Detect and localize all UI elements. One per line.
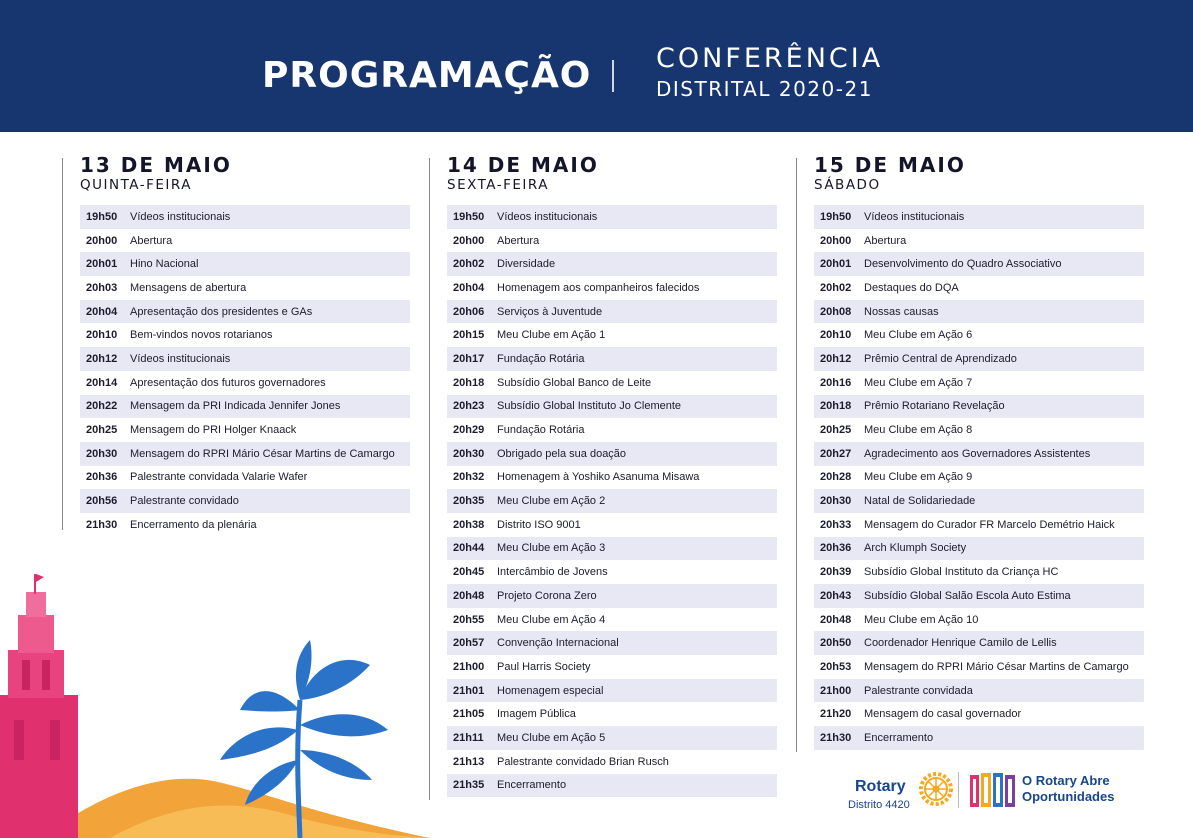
schedule-time: 20h23 [453,400,485,413]
schedule-row [447,560,777,584]
schedule-row [447,655,777,679]
schedule-time: 20h48 [820,613,852,626]
schedule-row [80,442,410,466]
schedule-activity: Paul Harris Society [497,660,591,673]
day-date: 15 DE MAIO [814,153,966,177]
schedule-time: 20h27 [820,447,852,460]
schedule-time: 20h01 [86,258,118,271]
schedule-activity: Nossas causas [864,305,939,318]
schedule-list [80,205,410,537]
schedule-list [814,205,1144,750]
day-weekday: SEXTA-FEIRA [447,177,549,193]
schedule-time: 20h36 [86,471,118,484]
subtitle-line1: CONFERÊNCIA [656,43,884,74]
day-date: 13 DE MAIO [80,153,232,177]
schedule-time: 21h30 [86,518,118,531]
schedule-time: 21h11 [453,731,484,744]
schedule-activity: Imagem Pública [497,708,576,721]
schedule-time: 21h35 [453,779,485,792]
day-weekday: SÁBADO [814,177,881,193]
schedule-time: 20h25 [820,424,852,437]
schedule-time: 20h01 [820,258,852,271]
schedule-row [80,252,410,276]
schedule-time: 20h12 [86,352,118,365]
header-banner [0,0,1193,132]
schedule-row [447,371,777,395]
schedule-activity: Meu Clube em Ação 5 [497,731,606,744]
schedule-activity: Homenagem à Yoshiko Asanuma Misawa [497,471,700,484]
schedule-activity: Apresentação dos presidentes e GAs [130,305,313,318]
schedule-row [447,205,777,229]
schedule-time: 20h30 [820,495,852,508]
schedule-time: 20h03 [86,281,118,294]
schedule-activity: Prêmio Rotariano Revelação [864,400,1005,413]
schedule-row [814,466,1144,490]
schedule-row [80,205,410,229]
schedule-time: 20h45 [453,566,485,579]
schedule-row [447,442,777,466]
schedule-activity: Agradecimento aos Governadores Assistentes [864,447,1091,460]
schedule-time: 19h50 [820,210,852,223]
schedule-time: 20h02 [453,258,485,271]
schedule-activity: Mensagem do PRI Holger Knaack [130,424,297,437]
schedule-row [80,395,410,419]
schedule-activity: Desenvolvimento do Quadro Associativo [864,258,1062,271]
schedule-list [447,205,777,797]
schedule-row [447,252,777,276]
schedule-row [80,418,410,442]
schedule-activity: Fundação Rotária [497,424,585,437]
schedule-row [814,726,1144,750]
schedule-time: 20h08 [820,305,852,318]
schedule-row [814,655,1144,679]
schedule-activity: Destaques do DQA [864,281,959,294]
schedule-activity: Meu Clube em Ação 2 [497,495,606,508]
tagline-line2: Oportunidades [1022,789,1115,804]
schedule-activity: Mensagem do Curador FR Marcelo Demétrio Haick [864,518,1115,531]
day-column-13 [62,153,395,537]
schedule-activity: Apresentação dos futuros governadores [130,376,326,389]
schedule-activity: Mensagem do RPRI Mário César Martins de Camargo [130,447,395,460]
schedule-activity: Coordenador Henrique Camilo de Lellis [864,637,1057,650]
schedule-time: 20h53 [820,660,852,673]
rotary-logo [846,768,1126,814]
rotary-wordmark: Rotary [855,778,906,795]
schedule-time: 20h57 [453,637,485,650]
tower-icon [0,574,78,838]
schedule-row [814,371,1144,395]
decorative-illustration [0,560,430,838]
schedule-row [80,466,410,490]
schedule-row [814,608,1144,632]
schedule-time: 20h04 [86,305,118,318]
schedule-activity: Serviços à Juventude [497,305,603,318]
schedule-activity: Hino Nacional [130,258,199,271]
schedule-row [447,418,777,442]
schedule-row [447,395,777,419]
schedule-time: 20h04 [453,281,485,294]
schedule-time: 20h56 [86,495,118,508]
schedule-activity: Subsídio Global Instituto Jo Clemente [497,400,682,413]
schedule-time: 20h35 [453,495,485,508]
schedule-time: 21h01 [453,684,485,697]
schedule-activity: Fundação Rotária [497,352,585,365]
schedule-time: 20h00 [453,234,485,247]
schedule-activity: Vídeos institucionais [864,210,965,223]
schedule-activity: Meu Clube em Ação 10 [864,613,979,626]
schedule-time: 20h48 [453,589,485,602]
schedule-row [447,631,777,655]
schedule-activity: Prêmio Central de Aprendizado [864,352,1017,365]
schedule-activity: Meu Clube em Ação 6 [864,329,973,342]
schedule-time: 20h28 [820,471,852,484]
schedule-time: 20h16 [820,376,852,389]
schedule-time: 20h00 [820,234,852,247]
schedule-activity: Subsídio Global Banco de Leite [497,376,652,389]
schedule-row [447,726,777,750]
schedule-time: 20h50 [820,637,852,650]
schedule-activity: Distrito ISO 9001 [497,518,581,531]
schedule-row [447,608,777,632]
schedule-time: 20h22 [86,400,118,413]
schedule-activity: Palestrante convidado [130,495,239,508]
schedule-row [814,442,1144,466]
schedule-time: 21h00 [820,684,852,697]
schedule-activity: Palestrante convidado Brian Rusch [497,755,669,768]
subtitle-line2: DISTRITAL 2020-21 [656,77,873,101]
schedule-activity: Meu Clube em Ação 4 [497,613,606,626]
schedule-row [814,679,1144,703]
day-column-14 [429,153,759,797]
schedule-row [447,347,777,371]
schedule-time: 20h30 [86,447,118,460]
schedule-activity: Projeto Corona Zero [497,589,597,602]
schedule-row [814,323,1144,347]
schedule-row [814,229,1144,253]
schedule-activity: Homenagem especial [497,684,604,697]
schedule-row [814,252,1144,276]
schedule-activity: Natal de Solidariedade [864,495,976,508]
schedule-activity: Encerramento [497,779,567,792]
schedule-time: 19h50 [86,210,118,223]
schedule-row [447,300,777,324]
schedule-row [814,489,1144,513]
schedule-time: 20h17 [453,352,485,365]
schedule-time: 21h00 [453,660,485,673]
schedule-activity: Meu Clube em Ação 3 [497,542,606,555]
day-column-15 [796,153,1129,750]
schedule-time: 20h30 [453,447,485,460]
schedule-activity: Mensagem do RPRI Mário César Martins de Camargo [864,660,1129,673]
schedule-row [814,513,1144,537]
schedule-time: 20h10 [86,329,118,342]
schedule-activity: Mensagem do casal governador [864,708,1022,721]
schedule-row [814,631,1144,655]
schedule-time: 21h20 [820,708,852,721]
schedule-row [447,229,777,253]
schedule-activity: Diversidade [497,258,556,271]
schedule-activity: Vídeos institucionais [130,210,231,223]
schedule-activity: Subsídio Global Salão Escola Auto Estima [864,589,1071,602]
schedule-time: 20h39 [820,566,852,579]
column-divider [62,158,63,530]
schedule-row [814,418,1144,442]
schedule-time: 19h50 [453,210,485,223]
schedule-row [814,395,1144,419]
schedule-time: 21h30 [820,731,852,744]
schedule-row [447,276,777,300]
schedule-row [447,702,777,726]
schedule-activity: Abertura [130,234,173,247]
schedule-activity: Palestrante convidada [864,684,973,697]
schedule-row [814,276,1144,300]
schedule-row [447,513,777,537]
schedule-row [447,323,777,347]
schedule-row [80,513,410,537]
schedule-activity: Homenagem aos companheiros falecidos [497,281,700,294]
schedule-time: 20h29 [453,424,485,437]
doors-icon [968,771,1018,809]
schedule-time: 20h32 [453,471,485,484]
schedule-row [447,466,777,490]
schedule-time: 20h14 [86,376,118,389]
schedule-activity: Abertura [864,234,907,247]
schedule-activity: Mensagem da PRI Indicada Jennifer Jones [130,400,341,413]
schedule-row [814,584,1144,608]
schedule-activity: Vídeos institucionais [497,210,598,223]
schedule-row [80,489,410,513]
schedule-activity: Encerramento da plenária [130,518,257,531]
schedule-time: 21h05 [453,708,485,721]
schedule-time: 20h55 [453,613,485,626]
schedule-row [814,205,1144,229]
day-date: 14 DE MAIO [447,153,599,177]
schedule-activity: Abertura [497,234,540,247]
schedule-row [80,276,410,300]
schedule-time: 20h10 [820,329,852,342]
tagline-line1: O Rotary Abre [1022,773,1110,788]
schedule-time: 20h44 [453,542,485,555]
schedule-row [814,347,1144,371]
schedule-row [80,229,410,253]
schedule-time: 20h38 [453,518,485,531]
schedule-activity: Meu Clube em Ação 7 [864,376,973,389]
schedule-row [447,537,777,561]
day-weekday: QUINTA-FEIRA [80,177,192,193]
schedule-activity: Meu Clube em Ação 8 [864,424,973,437]
schedule-row [80,300,410,324]
schedule-activity: Palestrante convidada Valarie Wafer [130,471,308,484]
schedule-activity: Meu Clube em Ação 1 [497,329,606,342]
schedule-time: 20h15 [453,329,485,342]
page-title: PROGRAMAÇÃO [262,55,592,96]
schedule-activity: Arch Klumph Society [864,542,967,555]
rotary-wheel-icon [918,771,954,807]
schedule-activity: Intercâmbio de Jovens [497,566,608,579]
schedule-row [447,489,777,513]
schedule-row [447,679,777,703]
schedule-row [814,702,1144,726]
schedule-time: 20h18 [453,376,485,389]
schedule-activity: Meu Clube em Ação 9 [864,471,973,484]
column-divider [796,158,797,752]
schedule-time: 20h12 [820,352,852,365]
schedule-activity: Convenção Internacional [497,637,619,650]
schedule-activity: Subsídio Global Instituto da Criança HC [864,566,1059,579]
schedule-activity: Encerramento [864,731,934,744]
schedule-time: 20h18 [820,400,852,413]
schedule-time: 20h36 [820,542,852,555]
schedule-time: 21h13 [453,755,485,768]
district-label: Distrito 4420 [848,799,910,811]
schedule-row [814,560,1144,584]
schedule-time: 20h25 [86,424,118,437]
logo-divider [958,772,959,808]
schedule-row [80,347,410,371]
schedule-time: 20h33 [820,518,852,531]
schedule-row [80,323,410,347]
schedule-row [814,537,1144,561]
schedule-time: 20h02 [820,281,852,294]
title-divider [612,60,614,92]
schedule-activity: Mensagens de abertura [130,281,247,294]
schedule-activity: Obrigado pela sua doação [497,447,627,460]
schedule-activity: Vídeos institucionais [130,352,231,365]
schedule-row [80,371,410,395]
schedule-row [447,750,777,774]
schedule-row [447,774,777,798]
schedule-row [447,584,777,608]
schedule-row [814,300,1144,324]
schedule-activity: Bem-vindos novos rotarianos [130,329,273,342]
schedule-time: 20h06 [453,305,485,318]
schedule-time: 20h00 [86,234,118,247]
schedule-time: 20h43 [820,589,852,602]
